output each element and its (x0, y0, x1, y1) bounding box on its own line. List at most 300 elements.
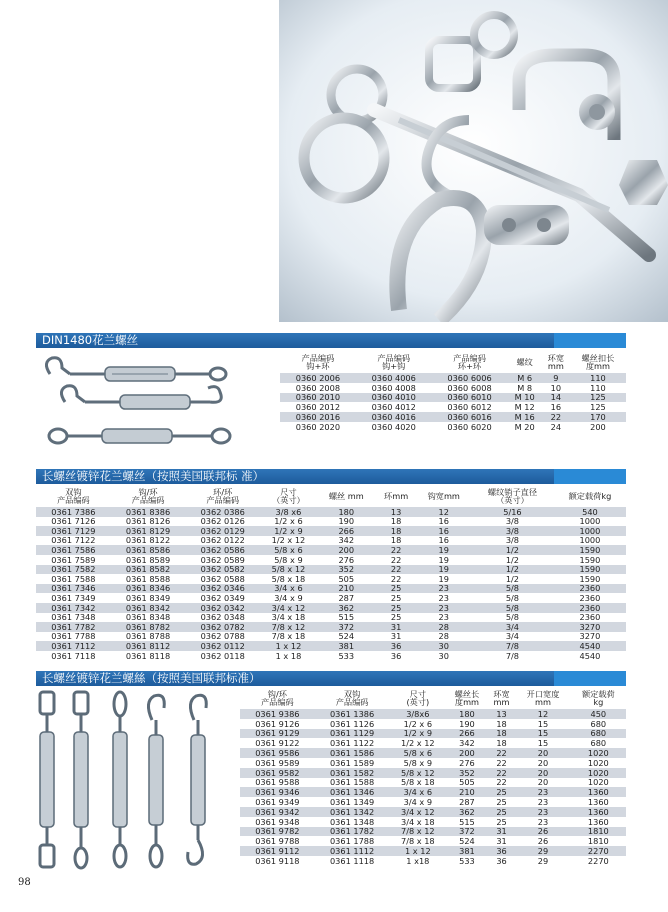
table-cell: M 8 (507, 383, 541, 393)
table-cell: 25 (376, 584, 417, 594)
table-cell: 0362 0129 (185, 526, 260, 536)
table-header-row (240, 687, 626, 709)
col-header-rated-load: 额定载荷kg (568, 490, 612, 501)
table-cell: 0361 1349 (315, 797, 390, 807)
table-cell: 1/2 x 6 (389, 719, 446, 729)
table-cell: 0361 8588 (111, 574, 186, 584)
table-row (240, 729, 626, 739)
table-cell: 5/16 (471, 507, 554, 517)
table-cell: 1590 (554, 574, 626, 584)
section2-title-bar (36, 469, 626, 484)
table-cell: 0361 7126 (36, 517, 111, 527)
table-cell: 31 (376, 622, 417, 632)
table-cell: 0361 9782 (240, 827, 315, 837)
table-cell: 36 (376, 651, 417, 661)
table-cell: 1360 (571, 807, 626, 817)
table-cell: 15 (515, 729, 570, 739)
table-cell: 190 (317, 517, 376, 527)
table-cell: 0361 9588 (240, 778, 315, 788)
table-cell: 110 (570, 373, 626, 383)
table-cell: 36 (488, 846, 516, 856)
table-cell: 18 (488, 719, 516, 729)
table-cell: 0361 7349 (36, 593, 111, 603)
table-row (240, 807, 626, 817)
table-cell: 31 (376, 632, 417, 642)
table-cell: 7/8 x 12 (389, 827, 446, 837)
col-header-size: 尺寸 （英寸） (272, 486, 305, 505)
table-cell: 0361 1582 (315, 768, 390, 778)
table-cell: 0362 0342 (185, 603, 260, 613)
table-row (36, 555, 626, 565)
table-cell: 210 (317, 584, 376, 594)
table-cell: 23 (515, 797, 570, 807)
table-cell: 0360 6006 (432, 373, 508, 383)
table-cell: 515 (317, 613, 376, 623)
table-cell: 0361 1588 (315, 778, 390, 788)
col-header-eye-width: 环宽 mm (547, 352, 565, 371)
table-cell: 0361 7589 (36, 555, 111, 565)
table-cell: 3270 (554, 632, 626, 642)
page-number: 98 (18, 877, 31, 888)
table-cell: 1/2 x 6 (260, 517, 317, 527)
table-cell: 30 (416, 641, 471, 651)
table-row (36, 651, 626, 661)
din1480-spec-table (280, 351, 626, 432)
table-cell: 3/4 x 18 (389, 817, 446, 827)
table-cell: 20 (515, 778, 570, 788)
table-cell: 20 (515, 768, 570, 778)
table-cell: 18 (488, 738, 516, 748)
table-cell: 16 (416, 536, 471, 546)
table-cell: 5/8 x 9 (389, 758, 446, 768)
table-row (240, 856, 626, 866)
col-header-pin-diameter: 螺纹销子直径 （英寸） (487, 486, 538, 505)
col-header-screw-length: 螺丝长 度mm (454, 688, 480, 707)
table-cell: 3/4 (471, 632, 554, 642)
long-screw-galvanized-table-2 (240, 687, 626, 866)
long-screw-table-2-body (240, 709, 626, 866)
table-cell: 23 (416, 603, 471, 613)
table-cell: 18 (376, 517, 417, 527)
table-cell: 0361 1586 (315, 748, 390, 758)
table-cell: 0361 1348 (315, 817, 390, 827)
table-cell: 0361 9112 (240, 846, 315, 856)
table-header-row (36, 485, 626, 507)
table-cell: 0361 9129 (240, 729, 315, 739)
table-cell: 30 (416, 651, 471, 661)
table-cell: 0361 8118 (111, 651, 186, 661)
table-cell: 1 x 12 (260, 641, 317, 651)
table-cell: 0361 9589 (240, 758, 315, 768)
table-cell: 23 (515, 787, 570, 797)
table-cell: 533 (317, 651, 376, 661)
table-cell: 22 (376, 565, 417, 575)
table-cell: 23 (416, 593, 471, 603)
table-cell: 28 (416, 622, 471, 632)
table-cell: 0361 8112 (111, 641, 186, 651)
table-cell: 0361 8589 (111, 555, 186, 565)
table-cell: 12 (416, 507, 471, 517)
table-cell: 1/2 x 12 (389, 738, 446, 748)
table-cell: 266 (446, 729, 487, 739)
table-cell: 276 (317, 555, 376, 565)
table-cell: 1/2 (471, 574, 554, 584)
table-cell: 1590 (554, 555, 626, 565)
table-cell: 1590 (554, 565, 626, 575)
table-cell: 9 (542, 373, 570, 383)
col-header-hook-eye: 钩/环 产品编码 (131, 486, 165, 505)
table-cell: 125 (570, 402, 626, 412)
col-header-eye-mm: 环mm (384, 490, 409, 501)
title-bar-accent (554, 333, 626, 348)
col-header-thread-length: 螺丝扣长 度mm (581, 352, 615, 371)
table-row (36, 574, 626, 584)
table-cell: 0361 9122 (240, 738, 315, 748)
table-cell: 16 (416, 526, 471, 536)
section1-title-bar (36, 333, 626, 348)
table-cell: 23 (416, 584, 471, 594)
table-cell: 1810 (571, 827, 626, 837)
table-row (36, 584, 626, 594)
table-cell: 1/2 (471, 545, 554, 555)
table-cell: 13 (488, 709, 516, 719)
table-cell: 19 (416, 545, 471, 555)
table-cell: 0361 8586 (111, 545, 186, 555)
table-cell: 0360 2006 (280, 373, 356, 383)
table-cell: 0362 0346 (185, 584, 260, 594)
table-cell: 20 (515, 758, 570, 768)
table-cell: 524 (446, 836, 487, 846)
table-cell: 0361 8788 (111, 632, 186, 642)
table-cell: 3/8 x6 (260, 507, 317, 517)
table-cell: 372 (317, 622, 376, 632)
table-cell: 0361 7346 (36, 584, 111, 594)
table-cell: 0361 9126 (240, 719, 315, 729)
table-cell: 5/8 x 6 (260, 545, 317, 555)
col-header-hook-width: 钩宽mm (427, 490, 460, 501)
table-cell: 0360 4008 (356, 383, 432, 393)
table-cell: 0361 9582 (240, 768, 315, 778)
table-cell: 22 (376, 574, 417, 584)
table-row (36, 545, 626, 555)
table-cell: 3/4 x 12 (260, 603, 317, 613)
table-cell: 3/8 (471, 536, 554, 546)
table-cell: 5/8 x 18 (260, 574, 317, 584)
table-cell: 23 (515, 817, 570, 827)
table-row (280, 422, 626, 432)
hardware-photo (279, 0, 668, 322)
table-cell: 5/8 x 6 (389, 748, 446, 758)
table-cell: 0362 0586 (185, 545, 260, 555)
col-header-size: 尺寸 (英寸) (406, 688, 430, 707)
table-cell: 342 (317, 536, 376, 546)
table-cell: 0361 8122 (111, 536, 186, 546)
table-cell: 0361 9349 (240, 797, 315, 807)
table-cell: 0361 1386 (315, 709, 390, 719)
table-cell: 10 (542, 383, 570, 393)
table-cell: 0361 1782 (315, 827, 390, 837)
table-cell: 20 (515, 748, 570, 758)
section1-title: DIN1480花兰螺丝 (42, 333, 139, 347)
table-row (36, 526, 626, 536)
table-cell: 0361 1122 (315, 738, 390, 748)
table-cell: 25 (488, 797, 516, 807)
table-cell: 1/2 (471, 565, 554, 575)
table-cell: 22 (376, 555, 417, 565)
col-header-thread: 螺纹 (516, 356, 533, 367)
table-cell: 5/8 x 18 (389, 778, 446, 788)
table-cell: 0361 1589 (315, 758, 390, 768)
table-cell: 5/8 x 12 (260, 565, 317, 575)
table-cell: 1 x18 (389, 856, 446, 866)
table-cell: 24 (542, 422, 570, 432)
table-cell: 1020 (571, 778, 626, 788)
table-row (280, 383, 626, 393)
table-cell: 2270 (571, 846, 626, 856)
table-cell: 16 (542, 402, 570, 412)
table-cell: 3/4 x 9 (389, 797, 446, 807)
table-cell: 16 (416, 517, 471, 527)
table-cell: 0362 0782 (185, 622, 260, 632)
table-cell: 0361 7588 (36, 574, 111, 584)
table-cell: 362 (446, 807, 487, 817)
table-row (36, 603, 626, 613)
table-cell: 1020 (571, 768, 626, 778)
col-header-hook-eye: 钩/环 产品编码 (260, 688, 294, 707)
table-row (240, 709, 626, 719)
table-cell: 22 (488, 768, 516, 778)
table-cell: 680 (571, 719, 626, 729)
table-row (240, 738, 626, 748)
table-row (240, 778, 626, 788)
table-header-row (280, 351, 626, 373)
table-cell: 0362 0386 (185, 507, 260, 517)
table-cell: 0362 0118 (185, 651, 260, 661)
table-cell: 1360 (571, 787, 626, 797)
table-cell: 22 (542, 412, 570, 422)
table-cell: 7/8 (471, 651, 554, 661)
table-cell: 0361 7582 (36, 565, 111, 575)
table-cell: 31 (488, 827, 516, 837)
table-cell: 1810 (571, 836, 626, 846)
table-cell: 25 (488, 787, 516, 797)
table-cell: 533 (446, 856, 487, 866)
table-cell: 22 (488, 778, 516, 788)
table-cell: 381 (317, 641, 376, 651)
table-cell: 19 (416, 574, 471, 584)
table-cell: 5/8 x 9 (260, 555, 317, 565)
table-cell: 680 (571, 729, 626, 739)
table-cell: 26 (515, 827, 570, 837)
table-cell: 5/8 (471, 613, 554, 623)
table-cell: 0360 2020 (280, 422, 356, 432)
table-cell: 3/4 x 12 (389, 807, 446, 817)
section3-title-bar (36, 671, 626, 686)
table-cell: 1 x 18 (260, 651, 317, 661)
table-cell: 0362 0126 (185, 517, 260, 527)
table-cell: 110 (570, 383, 626, 393)
table-cell: 0360 6016 (432, 412, 508, 422)
table-cell: 13 (376, 507, 417, 517)
table-cell: 0362 0122 (185, 536, 260, 546)
table-cell: 0360 6010 (432, 393, 508, 403)
table-cell: 18 (376, 536, 417, 546)
table-cell: 3/8x6 (389, 709, 446, 719)
table-cell: 200 (570, 422, 626, 432)
table-cell: 0361 1346 (315, 787, 390, 797)
table-cell: 18 (376, 526, 417, 536)
table-cell: 0362 0349 (185, 593, 260, 603)
table-cell: 25 (376, 593, 417, 603)
table-cell: 1360 (571, 797, 626, 807)
table-cell: 3/8 (471, 517, 554, 527)
table-cell: 180 (446, 709, 487, 719)
table-cell: 0362 0348 (185, 613, 260, 623)
table-cell: 200 (317, 545, 376, 555)
long-screw-galvanized-table (36, 485, 626, 661)
col-header-opening-width: 开口宽度 mm (526, 688, 560, 707)
table-cell: 12 (515, 709, 570, 719)
table-cell: 3/4 x 6 (260, 584, 317, 594)
table-cell: 287 (446, 797, 487, 807)
table-cell: 15 (515, 738, 570, 748)
col-header-screw-mm: 螺丝 mm (328, 490, 364, 501)
table-cell: 22 (376, 545, 417, 555)
table-cell: 25 (488, 817, 516, 827)
table-cell: 540 (554, 507, 626, 517)
table-cell: 0360 2012 (280, 402, 356, 412)
table-cell: 19 (416, 555, 471, 565)
col-header-hook-eye: 产品编码 钩+环 (301, 352, 335, 371)
table-cell: 450 (571, 709, 626, 719)
table-cell: 0360 2010 (280, 393, 356, 403)
table-cell: 3/4 x 18 (260, 613, 317, 623)
table-cell: 0362 0788 (185, 632, 260, 642)
table-cell: 0361 1118 (315, 856, 390, 866)
table-cell: 0360 6020 (432, 422, 508, 432)
table-cell: 515 (446, 817, 487, 827)
table-cell: 0361 9348 (240, 817, 315, 827)
table-cell: M 10 (507, 393, 541, 403)
table-cell: 14 (542, 393, 570, 403)
table-cell: 0360 4016 (356, 412, 432, 422)
table-row (240, 817, 626, 827)
table-cell: 0360 4012 (356, 402, 432, 412)
table-cell: 15 (515, 719, 570, 729)
table-cell: 680 (571, 738, 626, 748)
title-bar-accent (554, 469, 626, 484)
table-cell: 25 (376, 603, 417, 613)
table-row (36, 593, 626, 603)
table-cell: 170 (570, 412, 626, 422)
table-cell: 22 (488, 758, 516, 768)
table-cell: 0361 1342 (315, 807, 390, 817)
table-cell: 200 (446, 748, 487, 758)
table-cell: 0360 2008 (280, 383, 356, 393)
table-row (36, 536, 626, 546)
col-header-hook-hook: 双钩 产品编码 (56, 486, 90, 505)
table-cell: 0361 8348 (111, 613, 186, 623)
table-cell: 5/8 (471, 584, 554, 594)
table-cell: 0361 8582 (111, 565, 186, 575)
table-cell: 25 (376, 613, 417, 623)
table-cell: 0360 4020 (356, 422, 432, 432)
table-cell: 5/8 (471, 593, 554, 603)
col-header-hook-hook: 双钩 产品编码 (335, 688, 369, 707)
table-cell: 0361 1129 (315, 729, 390, 739)
table-cell: 1 x 12 (389, 846, 446, 856)
table-cell: M 12 (507, 402, 541, 412)
table-cell: 1000 (554, 526, 626, 536)
table-cell: 372 (446, 827, 487, 837)
table-row (240, 787, 626, 797)
col-header-hook-hook: 产品编码 钩+钩 (377, 352, 411, 371)
table-row (36, 622, 626, 632)
table-cell: 0361 1788 (315, 836, 390, 846)
table-cell: 1360 (571, 817, 626, 827)
table-cell: 0361 8782 (111, 622, 186, 632)
table-cell: 0361 1126 (315, 719, 390, 729)
table-cell: 2360 (554, 613, 626, 623)
table-cell: 1020 (571, 758, 626, 768)
table-cell: 0360 4006 (356, 373, 432, 383)
table-cell: 23 (515, 807, 570, 817)
col-header-eye-width: 环宽 mm (493, 688, 510, 707)
table-row (280, 393, 626, 403)
table-cell: 180 (317, 507, 376, 517)
table-cell: 0362 0589 (185, 555, 260, 565)
table-cell: M 6 (507, 373, 541, 383)
turnbuckle-variants-illustration (36, 690, 236, 870)
table-cell: 1000 (554, 536, 626, 546)
table-cell: 0362 0588 (185, 574, 260, 584)
table-cell: 0361 8342 (111, 603, 186, 613)
table-cell: 0361 7386 (36, 507, 111, 517)
table-cell: 505 (317, 574, 376, 584)
table-cell: 19 (416, 565, 471, 575)
table-cell: 36 (376, 641, 417, 651)
table-cell: 1590 (554, 545, 626, 555)
table-cell: 7/8 x 12 (260, 622, 317, 632)
table-cell: 28 (416, 632, 471, 642)
table-cell: 0361 7129 (36, 526, 111, 536)
table-cell: 3270 (554, 622, 626, 632)
table-cell: 287 (317, 593, 376, 603)
table-row (36, 507, 626, 517)
table-cell: 0361 7122 (36, 536, 111, 546)
table-cell: 0361 9788 (240, 836, 315, 846)
table-cell: 125 (570, 393, 626, 403)
table-cell: 2360 (554, 584, 626, 594)
table-cell: 1/2 (471, 555, 554, 565)
table-cell: 3/4 x 6 (389, 787, 446, 797)
table-row (36, 613, 626, 623)
table-cell: 1/2 x 9 (260, 526, 317, 536)
title-bar-accent (554, 671, 626, 686)
din1480-turnbuckles-illustration (40, 354, 240, 454)
table-cell: 31 (488, 836, 516, 846)
table-cell: 0361 9346 (240, 787, 315, 797)
table-cell: 36 (488, 856, 516, 866)
table-cell: 2360 (554, 593, 626, 603)
table-cell: 0361 9342 (240, 807, 315, 817)
table-cell: 4540 (554, 651, 626, 661)
table-cell: 0361 7788 (36, 632, 111, 642)
table-cell: 190 (446, 719, 487, 729)
table-cell: 0361 7782 (36, 622, 111, 632)
table-row (36, 641, 626, 651)
table-cell: 352 (317, 565, 376, 575)
